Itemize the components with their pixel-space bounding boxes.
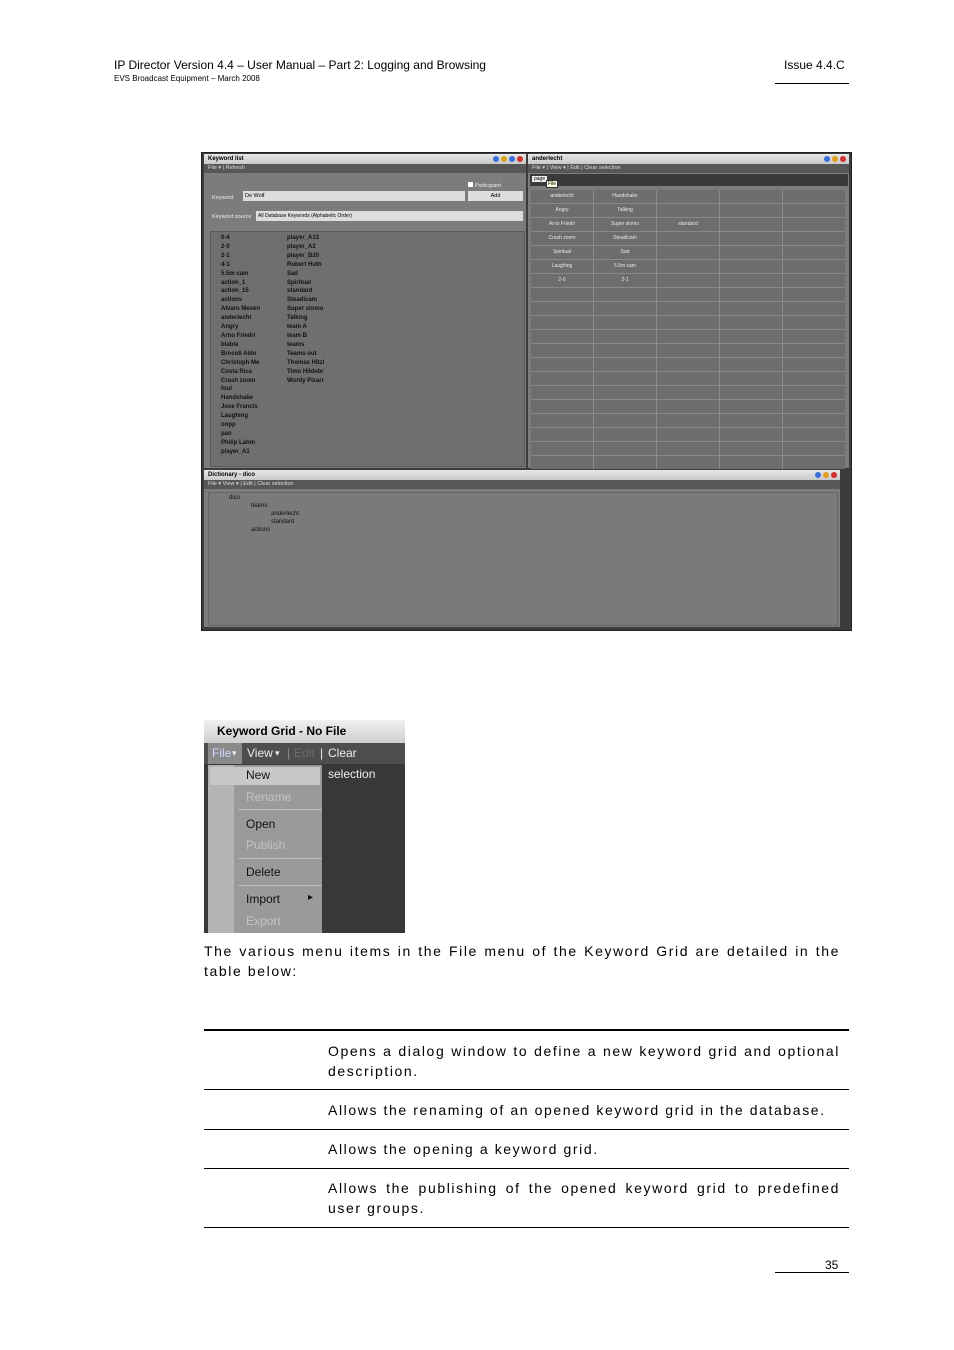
keyword-item[interactable]: 4-1 [221,261,230,268]
keyword-item[interactable]: Talking [287,315,308,322]
keyword-grid[interactable] [531,190,845,469]
grid-cell[interactable] [594,316,656,329]
tab-page[interactable]: page [534,176,546,182]
grid-cell[interactable] [594,386,656,399]
grid-cell[interactable] [783,204,845,217]
tree-team-anderlecht[interactable]: anderlecht [271,511,300,517]
grid-cell[interactable] [657,428,719,441]
grid-cell[interactable]: Super slomo [594,218,656,231]
grid-cell[interactable]: anderlecht [531,190,593,203]
grid-cell[interactable] [783,358,845,371]
grid-cell[interactable] [720,414,782,427]
keyword-item[interactable]: Brocoli Aldo [221,350,257,357]
keyword-item[interactable]: player_B20 [287,252,320,259]
grid-cell[interactable]: Angry [531,204,593,217]
restore-icon[interactable] [509,156,515,162]
table-rule [204,1168,849,1169]
keyword-column-1 [221,234,260,457]
keyword-item[interactable]: blabla [221,341,239,348]
keyword-item[interactable]: action_15 [221,288,249,295]
grid-cell[interactable] [720,344,782,357]
grid-cell[interactable] [657,442,719,455]
keyword-label: Keyword [212,195,234,201]
minimize-icon[interactable] [832,156,838,162]
grid-cell[interactable] [594,400,656,413]
grid-cell[interactable] [531,302,593,315]
keyword-item[interactable]: Costa Rica [221,368,253,375]
grid-cell[interactable] [783,344,845,357]
keyword-item[interactable]: Steadicam [287,297,318,304]
keyword-item[interactable]: foul [221,386,232,393]
grid-cell[interactable] [783,288,845,301]
menu-item-import[interactable]: Import [246,892,281,906]
grid-cell[interactable]: Handshake [594,190,656,203]
keyword-item[interactable]: 2-1 [221,252,230,259]
menu-edit[interactable]: Edit [294,746,315,760]
keyword-item[interactable]: 5.5m cam [221,270,249,277]
help-icon[interactable] [824,156,830,162]
grid-cell[interactable]: standard [657,218,719,231]
grid-tab-strip [530,174,848,186]
grid-cell[interactable] [531,330,593,343]
keyword-item[interactable]: Handshake [221,395,254,402]
grid-cell[interactable] [531,358,593,371]
grid-cell[interactable] [720,400,782,413]
header-rule [775,83,849,84]
grid-cell[interactable] [720,442,782,455]
keyword-item[interactable]: teams [287,341,305,348]
keyword-item[interactable]: player_A13 [287,235,320,241]
chevron-down-icon: ▾ [232,748,237,758]
page-number: 35 [825,1258,839,1272]
grid-cell[interactable] [783,218,845,231]
grid-cell[interactable] [783,260,845,273]
tree-root[interactable]: dico [229,495,241,501]
keyword-item[interactable]: Teams out [287,350,317,357]
keyword-item[interactable]: Spiritual [287,279,312,286]
grid-cell[interactable]: Laughing [531,260,593,273]
grid-cell[interactable] [657,232,719,245]
menu-clear-selection[interactable]: Clear selection [328,746,376,781]
table-row-description: Allows the opening a keyword grid. [328,1141,599,1157]
keyword-item[interactable]: anderlecht [221,315,252,322]
tree-teams[interactable]: teams [251,503,268,509]
grid-cell[interactable] [657,246,719,259]
grid-cell[interactable] [657,330,719,343]
header-issue: Issue 4.4.C [784,58,845,72]
grid-cell[interactable] [594,302,656,315]
intro-paragraph: The various menu items in the File menu of the Keyword Grid are detailed in the table below: [204,943,840,979]
source-select[interactable]: All Database Keywords (Alphabetic Order) [256,211,523,221]
table-rule [204,1227,849,1228]
grid-cell[interactable] [720,274,782,287]
grid-cell[interactable] [531,344,593,357]
close-icon[interactable] [831,472,837,478]
menu-item-export[interactable]: Export [246,914,281,928]
grid-cell[interactable]: 2-1 [594,274,656,287]
menu-file[interactable]: File [212,746,232,760]
chevron-right-icon: ▸ [308,892,314,903]
grid-cell[interactable] [531,316,593,329]
grid-cell[interactable] [531,442,593,455]
menu-item-publish[interactable]: Publish [246,838,286,852]
keyword-item[interactable]: Alvaro Mesen [221,306,261,313]
keyword-item[interactable]: Crash zoom [221,377,256,384]
grid-cell[interactable] [657,302,719,315]
grid-cell[interactable]: Crash zoom [531,232,593,245]
keyword-item[interactable]: standard [287,288,313,295]
grid-cell[interactable] [657,372,719,385]
keyword-list-titlebar: Keyword list [204,154,526,164]
dictionary-tree[interactable] [208,492,838,626]
grid-cell[interactable] [783,330,845,343]
grid-cell[interactable] [657,288,719,301]
grid-cell[interactable] [594,456,656,469]
help-icon[interactable] [815,472,821,478]
grid-cell[interactable] [720,330,782,343]
keyword-item[interactable]: Laughing [221,413,248,420]
keyword-item[interactable]: Philip Lahm [221,439,256,446]
dictionary-menubar[interactable]: File ▾ View ▾ | Edit | Clear selection [204,480,840,489]
grid-cell[interactable] [531,456,593,469]
grid-cell[interactable] [720,456,782,469]
grid-cell[interactable] [657,386,719,399]
keyword-item[interactable]: action_1 [221,279,246,286]
keyword-grid-window [528,154,849,468]
keyword-grid-menubar[interactable]: File ▾ | View ▾ | Edit | Clear selection [528,164,849,173]
keyword-item[interactable]: actions [221,297,243,304]
keyword-item[interactable]: player_A1 [221,448,250,455]
grid-cell[interactable] [720,246,782,259]
grid-cell[interactable] [783,246,845,259]
keyword-item[interactable]: Arno Friedri [221,332,256,339]
grid-cell[interactable] [594,442,656,455]
grid-cell[interactable] [594,358,656,371]
grid-cell[interactable] [720,218,782,231]
keyword-grid-titlebar: anderlecht [528,154,849,164]
grid-cell[interactable] [783,316,845,329]
grid-cell[interactable] [720,190,782,203]
keyword-item[interactable]: Wordy Pizarr [287,377,324,384]
grid-cell[interactable] [720,232,782,245]
grid-cell[interactable] [531,372,593,385]
grid-cell[interactable] [720,302,782,315]
grid-cell[interactable] [783,372,845,385]
keyword-list-window [204,154,526,468]
add-button[interactable]: Add [468,191,523,201]
grid-cell[interactable] [594,372,656,385]
grid-cell[interactable] [657,400,719,413]
grid-cell[interactable] [720,316,782,329]
keyword-item[interactable]: 2-0 [221,243,230,250]
menu-item-delete[interactable]: Delete [246,865,281,879]
keyword-item[interactable]: onpp [221,422,236,429]
table-rule [204,1089,849,1090]
keyword-list-menubar[interactable]: File ▾ | Refresh [204,164,526,173]
grid-cell[interactable] [720,428,782,441]
grid-cell[interactable]: Talking [594,204,656,217]
grid-cell[interactable] [657,316,719,329]
chevron-down-icon: ▾ [275,748,280,758]
grid-cell[interactable]: 2-0 [531,274,593,287]
keyword-column-2 [287,234,324,385]
keyword-item[interactable]: Sad [287,270,299,277]
grid-cell[interactable] [720,372,782,385]
grid-cell[interactable]: Arno Friedri [531,218,593,231]
grid-cell[interactable] [657,190,719,203]
header-title: IP Director Version 4.4 – User Manual – Part 2: Logging and Browsing [114,58,486,72]
grid-cell[interactable] [594,330,656,343]
grid-cell[interactable] [657,274,719,287]
table-rule [204,1129,849,1130]
close-icon[interactable] [840,156,846,162]
grid-cell[interactable] [720,386,782,399]
tab-tooltip: File [548,181,557,187]
table-row-description: Opens a dialog window to define a new keyword grid and optional description. [328,1043,840,1079]
grid-cell[interactable] [531,386,593,399]
keyword-item[interactable]: team A [287,324,307,331]
table-top-rule [204,1029,849,1031]
grid-window-title: Keyword Grid - No File [204,720,405,743]
keyword-item[interactable]: Angry [221,324,239,331]
keyword-item[interactable]: Robert Huth [287,261,322,268]
grid-cell[interactable] [783,414,845,427]
keyword-screenshot [201,152,852,631]
menu-item-open[interactable]: Open [246,817,276,831]
grid-cell[interactable] [720,288,782,301]
grid-cell[interactable] [657,260,719,273]
keyword-input[interactable]: De Wolf [243,191,465,201]
dictionary-window [204,470,840,627]
minimize-icon[interactable] [823,472,829,478]
grid-cell[interactable]: Sad [594,246,656,259]
grid-cell[interactable] [783,386,845,399]
keyword-item[interactable]: 0-4 [221,235,230,241]
keyword-item[interactable]: team B [287,332,308,339]
grid-cell[interactable] [657,204,719,217]
grid-cell[interactable] [594,288,656,301]
footer-rule [775,1272,849,1273]
grid-menubar: File ▾ View ▾ | Edit | Clear selection [204,743,405,764]
grid-cell[interactable] [594,344,656,357]
grid-cell[interactable] [783,302,845,315]
file-dropdown [208,765,322,933]
grid-cell[interactable] [657,414,719,427]
file-menu-screenshot [204,720,405,933]
grid-cell[interactable]: Steadicam [594,232,656,245]
grid-cell[interactable] [594,414,656,427]
menu-view[interactable]: View [247,746,273,760]
dictionary-titlebar: Dictionary - dico [204,470,840,480]
grid-cell[interactable] [783,442,845,455]
table-row-description: Allows the publishing of the opened keyword grid to predefined user groups. [328,1180,840,1216]
participant-checkbox[interactable]: Participant [468,182,501,189]
grid-cell[interactable] [531,288,593,301]
keyword-item[interactable]: Timo Hildebr [287,368,324,375]
minimize-icon[interactable] [501,156,507,162]
keyword-item[interactable]: player_A2 [287,243,316,250]
keyword-item[interactable]: Super slomo [287,306,324,313]
grid-cell[interactable] [783,232,845,245]
source-label: Keyword source [212,214,252,220]
grid-cell[interactable]: 5.5m cam [594,260,656,273]
grid-cell[interactable] [783,190,845,203]
grid-cell[interactable]: Spiritual [531,246,593,259]
menu-item-rename[interactable]: Rename [246,790,292,804]
keyword-item[interactable]: Thomas Hitzl [287,359,325,366]
keyword-item[interactable]: Christoph Me [221,359,260,366]
help-icon[interactable] [493,156,499,162]
grid-cell[interactable] [783,428,845,441]
grid-cell[interactable] [657,358,719,371]
header-subtitle: EVS Broadcast Equipment – March 2008 [114,74,260,83]
grid-cell[interactable] [720,358,782,371]
grid-cell[interactable] [531,428,593,441]
keyword-item[interactable]: pan [221,430,232,437]
grid-cell[interactable] [657,344,719,357]
grid-cell[interactable] [531,400,593,413]
grid-cell[interactable] [531,414,593,427]
tree-team-standard[interactable]: standard [271,519,295,525]
keyword-listbox[interactable] [210,231,525,467]
keyword-item[interactable]: Jose Francis [221,404,258,411]
table-row-description: Allows the renaming of an opened keyword grid in the database. [328,1102,826,1118]
grid-cell[interactable] [783,400,845,413]
close-icon[interactable] [517,156,523,162]
grid-cell[interactable] [720,260,782,273]
menu-item-new[interactable]: New [246,768,271,782]
grid-cell[interactable] [594,428,656,441]
tree-actions[interactable]: actions [251,527,271,533]
grid-cell[interactable] [657,456,719,469]
grid-cell[interactable] [783,456,845,469]
grid-cell[interactable] [720,204,782,217]
grid-cell[interactable] [783,274,845,287]
